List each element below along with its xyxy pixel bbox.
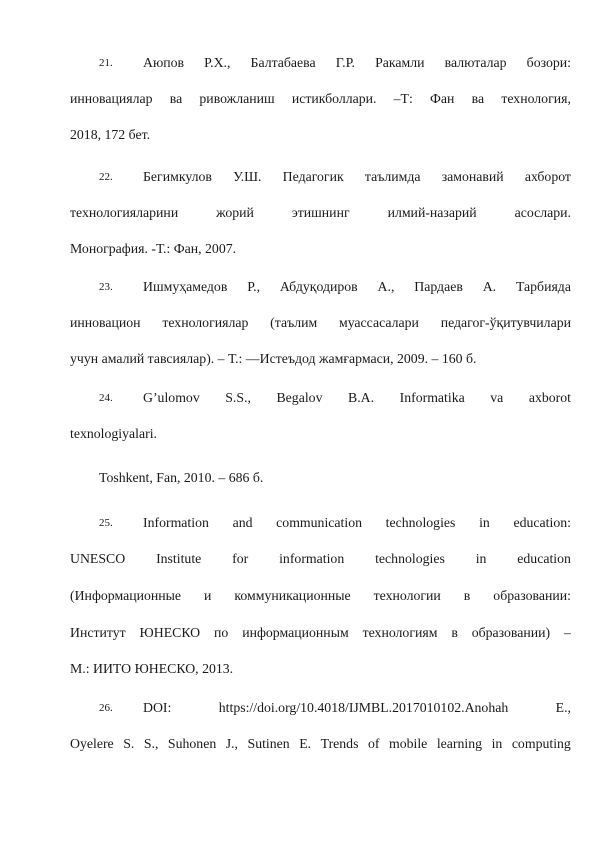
word: (таълим — [270, 315, 318, 330]
reference-number: 23. — [99, 281, 113, 293]
word: E. — [299, 736, 312, 751]
reference-line: texnologiyalari. — [70, 426, 157, 441]
word: B.A. — [348, 390, 375, 405]
word: Sutinen — [247, 736, 290, 751]
reference-line — [143, 514, 571, 532]
word: Institute — [156, 551, 202, 566]
word: У.Ш. — [233, 169, 262, 184]
reference-line: М.: ИИТО ЮНЕСКО, 2013. — [70, 661, 234, 676]
word: Begalov — [276, 390, 323, 405]
word: in — [491, 736, 503, 751]
word: Suhonen — [167, 736, 217, 751]
word: axborot — [528, 390, 571, 405]
word: валюталар — [444, 55, 507, 70]
word: Балтабаева — [250, 55, 316, 70]
word: Oyelere — [70, 736, 114, 751]
reference-number: 24. — [99, 392, 113, 404]
reference-line: Монография. -Т.: Фан, 2007. — [70, 241, 237, 256]
reference-line — [143, 389, 571, 407]
reference-number: 22. — [99, 171, 113, 183]
word: communication — [276, 515, 362, 530]
word: Бегимкулов — [143, 169, 212, 184]
reference-line: Toshkent, Fan, 2010. – 686 б. — [99, 470, 264, 485]
word: S.S., — [225, 390, 251, 405]
word: педагог-ўқитувчилари — [440, 315, 571, 330]
word: computing — [511, 736, 571, 751]
word: Г.Р. — [335, 55, 356, 70]
word: таълимда — [364, 169, 421, 184]
reference-line — [70, 314, 571, 332]
word: в — [451, 625, 458, 640]
word: J., — [225, 736, 239, 751]
word: технологиям — [362, 625, 438, 640]
word: Тарбияда — [515, 279, 571, 294]
word: Trends — [320, 736, 359, 751]
reference-line — [70, 624, 571, 642]
word: Information — [143, 515, 209, 530]
word: for — [232, 551, 249, 566]
word: информационным — [242, 625, 349, 640]
word: information — [279, 551, 345, 566]
word: по — [214, 625, 229, 640]
word: Пардаев — [414, 279, 463, 294]
word: Р., — [247, 279, 261, 294]
reference-line — [143, 699, 571, 717]
word: илмий-назарий — [387, 205, 477, 220]
word: technologies — [375, 551, 445, 566]
word: Фан — [430, 91, 455, 106]
word: технологиялар — [162, 315, 249, 330]
word: Институт — [70, 625, 126, 640]
reference-line — [143, 278, 571, 296]
word: learning — [436, 736, 483, 751]
word: DOI: — [143, 700, 172, 715]
word: technologies — [385, 515, 456, 530]
word: Педагогик — [282, 169, 344, 184]
word: Абдуқодиров — [279, 279, 358, 294]
word: https://doi.org/10.4018/IJMBL.2017010102.Anohah — [218, 700, 509, 715]
reference-line: 2018, 172 бет. — [70, 127, 151, 142]
word: А. — [482, 279, 497, 294]
word: va — [490, 390, 504, 405]
word: Informatika — [399, 390, 465, 405]
word: ахборот — [524, 169, 571, 184]
reference-number: 21. — [99, 57, 113, 69]
word: G’ulomov — [143, 390, 200, 405]
word: жорий — [216, 205, 254, 220]
reference-number: 26. — [99, 702, 113, 714]
reference-number: 25. — [99, 517, 113, 529]
word: mobile — [388, 736, 428, 751]
word: Ракамли — [375, 55, 425, 70]
word: этишнинг — [291, 205, 350, 220]
reference-line — [70, 587, 571, 605]
word: муассасалари — [338, 315, 419, 330]
word: S., — [143, 736, 159, 751]
word: истикболлари. — [291, 91, 377, 106]
word: ЮНЕСКО — [139, 625, 201, 640]
word: образовании) — [471, 625, 551, 640]
word: – — [564, 625, 571, 640]
word: технологияларини — [70, 205, 179, 220]
word: (Информационные — [70, 588, 182, 603]
word: of — [367, 736, 380, 751]
word: асослари. — [514, 205, 571, 220]
word: в — [463, 588, 471, 603]
word: and — [232, 515, 253, 530]
word: ва — [169, 91, 183, 106]
reference-line — [70, 90, 571, 108]
word: Ишмуҳамедов — [143, 279, 228, 294]
reference-line: учун амалий тавсиялар). – Т.: ―Истеъдод жамғармаси, 2009. – 160 б. — [70, 351, 477, 366]
word: образовании: — [493, 588, 571, 603]
word: education — [517, 551, 571, 566]
word: education: — [513, 515, 571, 530]
reference-line — [70, 735, 571, 753]
word: ривожланиш — [199, 91, 275, 106]
word: Аюпов — [143, 55, 185, 70]
reference-line — [143, 54, 571, 72]
word: in — [479, 515, 490, 530]
word: Р.Х., — [204, 55, 231, 70]
reference-line — [70, 550, 571, 568]
word: ва — [471, 91, 485, 106]
word: А., — [377, 279, 395, 294]
word: –Т: — [393, 91, 413, 106]
word: E., — [555, 700, 571, 715]
reference-line — [143, 168, 571, 186]
word: инновациялар — [70, 91, 153, 106]
word: UNESCO — [70, 551, 126, 566]
word: инновацион — [70, 315, 141, 330]
word: и — [204, 588, 212, 603]
word: технология, — [501, 91, 571, 106]
word: S. — [123, 736, 135, 751]
word: коммуникационные — [234, 588, 351, 603]
word: in — [475, 551, 487, 566]
word: замонавий — [441, 169, 504, 184]
reference-line — [70, 204, 571, 222]
word: бозори: — [526, 55, 571, 70]
word: технологии — [373, 588, 441, 603]
